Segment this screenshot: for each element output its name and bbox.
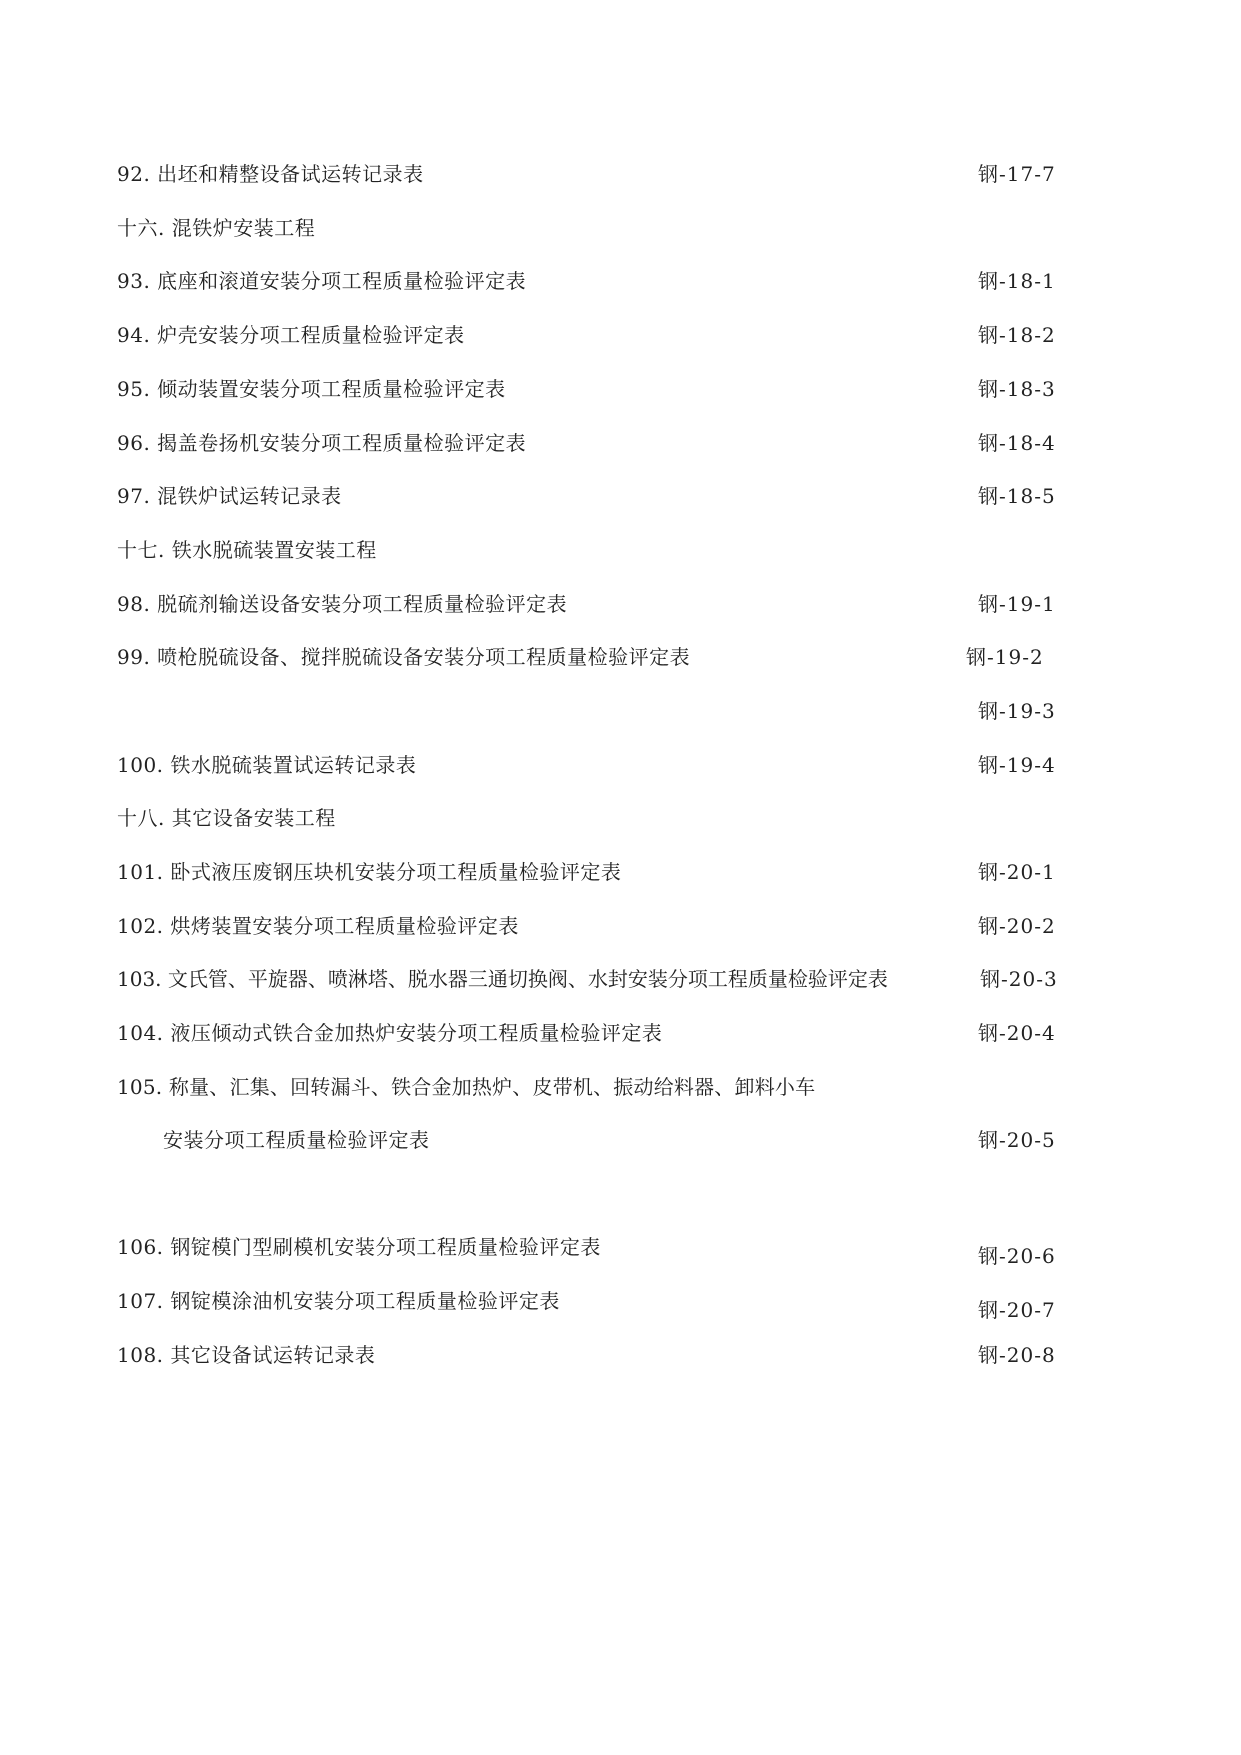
list-item [0,158,1241,190]
section-heading [0,802,1241,834]
list-item [0,1339,1241,1371]
section-heading [0,534,1241,566]
entry-code: 钢-17-7 [978,162,1056,186]
entry-code: 钢-20-1 [978,860,1056,884]
list-item [0,641,1241,673]
list-item [0,373,1241,405]
entry-title: 102. 烘烤装置安装分项工程质量检验评定表 [117,914,519,938]
entry-title: 99. 喷枪脱硫设备、搅拌脱硫设备安装分项工程质量检验评定表 [117,645,691,669]
entry-code: 钢-19-2 [966,645,1044,669]
entry-code: 钢-18-3 [978,377,1056,401]
entry-code: 钢-20-4 [978,1021,1056,1045]
list-item [0,695,1241,727]
entry-code: 钢-19-1 [978,592,1056,616]
list-item [0,856,1241,888]
entry-code: 钢-18-5 [978,484,1056,508]
list-item [0,910,1241,942]
entry-title: 92. 出坯和精整设备试运转记录表 [117,162,424,186]
entry-title: 107. 钢锭模涂油机安装分项工程质量检验评定表 [117,1289,560,1313]
entry-title: 103. 文氏管、平旋器、喷淋塔、脱水器三通切换阀、水封安装分项工程质量检验评定表 [117,967,888,991]
entry-code: 钢-20-8 [978,1343,1056,1367]
section-title: 十六. 混铁炉安装工程 [117,216,316,240]
entry-code: 钢-20-7 [978,1298,1056,1322]
list-item [0,588,1241,620]
entry-title: 95. 倾动装置安装分项工程质量检验评定表 [117,377,506,401]
entry-code: 钢-20-6 [978,1244,1056,1268]
list-item-continuation [0,1124,1241,1156]
entry-title: 94. 炉壳安装分项工程质量检验评定表 [117,323,465,347]
entry-title: 安装分项工程质量检验评定表 [163,1128,430,1152]
entry-code: 钢-19-3 [978,699,1056,723]
entry-title: 100. 铁水脱硫装置试运转记录表 [117,753,417,777]
entry-title: 105. 称量、汇集、回转漏斗、铁合金加热炉、皮带机、振动给料器、卸料小车 [117,1075,816,1099]
entry-title: 93. 底座和滚道安装分项工程质量检验评定表 [117,269,527,293]
entry-title: 98. 脱硫剂输送设备安装分项工程质量检验评定表 [117,592,568,616]
entry-code: 钢-19-4 [978,753,1056,777]
list-item [0,1231,1241,1268]
list-item [0,963,1241,995]
entry-title: 101. 卧式液压废钢压块机安装分项工程质量检验评定表 [117,860,622,884]
section-heading [0,212,1241,244]
section-title: 十七. 铁水脱硫装置安装工程 [117,538,377,562]
entry-code: 钢-18-1 [978,269,1056,293]
list-item [0,1285,1241,1322]
entry-title: 96. 揭盖卷扬机安装分项工程质量检验评定表 [117,431,527,455]
entry-code: 钢-20-5 [978,1128,1056,1152]
entry-code: 钢-20-2 [978,914,1056,938]
list-item [0,265,1241,297]
list-item [0,480,1241,512]
entry-code: 钢-18-2 [978,323,1056,347]
list-item [0,1017,1241,1049]
list-item [0,1071,1241,1103]
list-item [0,319,1241,351]
entry-code: 钢-20-3 [980,967,1058,991]
entry-title: 97. 混铁炉试运转记录表 [117,484,342,508]
entry-title: 106. 钢锭模门型刷模机安装分项工程质量检验评定表 [117,1235,601,1259]
entry-title: 104. 液压倾动式铁合金加热炉安装分项工程质量检验评定表 [117,1021,663,1045]
section-title: 十八. 其它设备安装工程 [117,806,336,830]
list-item [0,749,1241,781]
list-item [0,427,1241,459]
entry-code: 钢-18-4 [978,431,1056,455]
entry-title: 108. 其它设备试运转记录表 [117,1343,376,1367]
